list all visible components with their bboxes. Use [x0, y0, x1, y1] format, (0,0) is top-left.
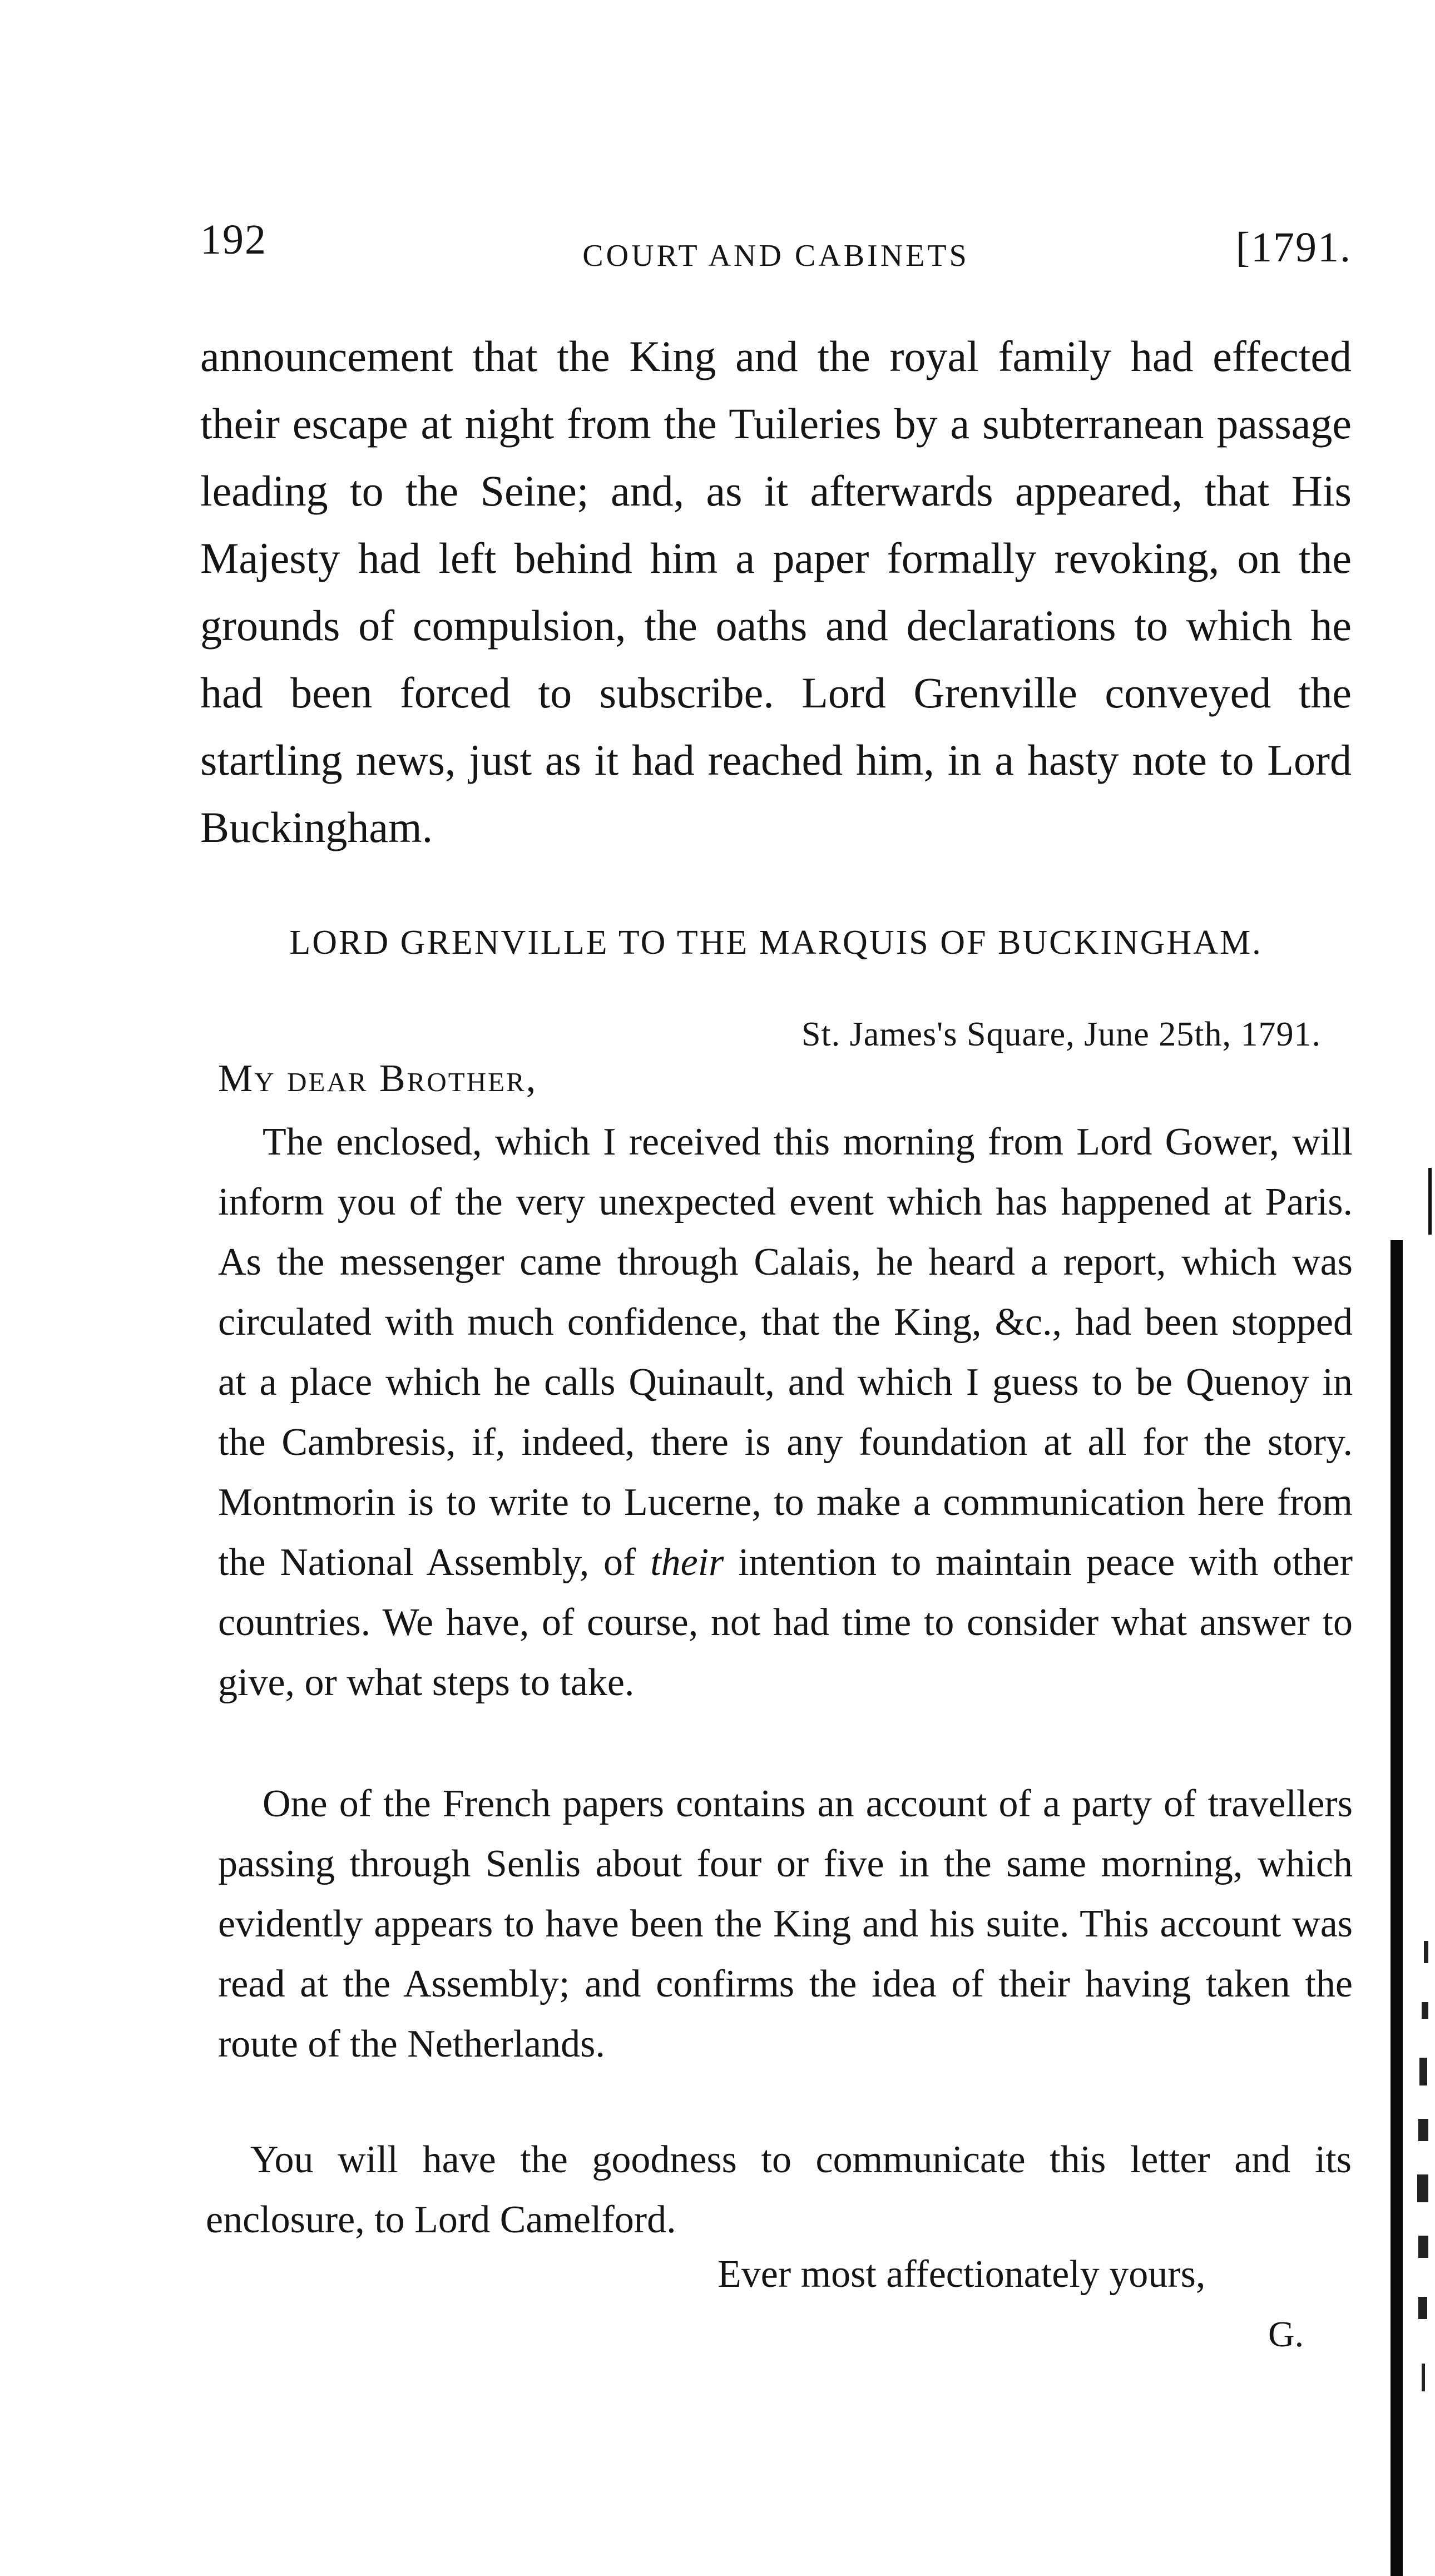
- running-head: [200, 216, 1352, 271]
- edge-mark: [1417, 2174, 1428, 2202]
- running-title: COURT AND CABINETS: [582, 239, 969, 273]
- emphasis-their: their: [650, 1541, 724, 1584]
- letter-paragraph-2: One of the French papers contains an account of a party of travellers passing through Senlis about four or five in the same morning, which evidently appears to have been the King and his suite. This account was read at the Assembly; and confirms the idea of their having taken the route of the Netherlands.: [218, 1782, 1353, 2065]
- edge-mark: [1418, 2297, 1427, 2319]
- edge-mark: [1422, 2364, 1425, 2391]
- letter-paragraph-1-text: The enclosed, which I received this morning from Lord Gower, will inform you of the very unexpected event which has happened at Paris. As the messenger came through Calais, he heard a report, which was circulated with much confidence, that the King, &c., had been stopped at a place which he calls Quinault, and which I guess to be Quenoy in the Cambresis, if, indeed, there is any foundation at all for the story. Montmorin is to write to Lucerne, to make a communication here from the National Assembly, of: [218, 1121, 1353, 1584]
- letter-dateline: St. James's Square, June 25th, 1791.: [801, 1015, 1321, 1053]
- intro-paragraph: announcement that the King and the royal family had effected their escape at night from the Tuileries by a subterranean passage leading to the Seine; and, as it afterwards appeared, that His Majesty had left behind him a paper formally revoking, on the grounds of compulsion, the oaths and declarations to which he had been forced to subscribe. Lord Grenville conveyed the startling news, just as it had reached him, in a hasty note to Lord Buckingham.: [200, 332, 1352, 851]
- letter-paragraph-3: You will have the goodness to communicate this letter and its enclosure, to Lord Camelford.: [206, 2138, 1352, 2241]
- letter-signature: G.: [1268, 2314, 1304, 2355]
- letter-paragraph-1-text-end: intention to maintain peace with other countries. We have, of course, not had time to consider what answer to give, or what steps to take.: [218, 1541, 1353, 1704]
- edge-mark: [1418, 2119, 1428, 2141]
- letter-closing: Ever most affectionately yours,: [718, 2253, 1206, 2296]
- edge-mark: [1419, 2058, 1427, 2085]
- letter-paragraph-1: [218, 1112, 1353, 1713]
- page-edge-shadow: [1391, 1240, 1403, 2576]
- edge-mark: [1424, 1941, 1428, 1963]
- edge-mark: [1418, 2236, 1428, 2258]
- page-edge-shadow-top: [1428, 1168, 1432, 1235]
- letter-heading: LORD GRENVILLE TO THE MARQUIS OF BUCKINGHAM.: [289, 924, 1263, 962]
- edge-mark: [1422, 2002, 1428, 2019]
- page-number: 192: [200, 216, 267, 263]
- letter-salutation: My dear Brother,: [218, 1057, 538, 1100]
- running-year: [1791.: [1235, 224, 1352, 271]
